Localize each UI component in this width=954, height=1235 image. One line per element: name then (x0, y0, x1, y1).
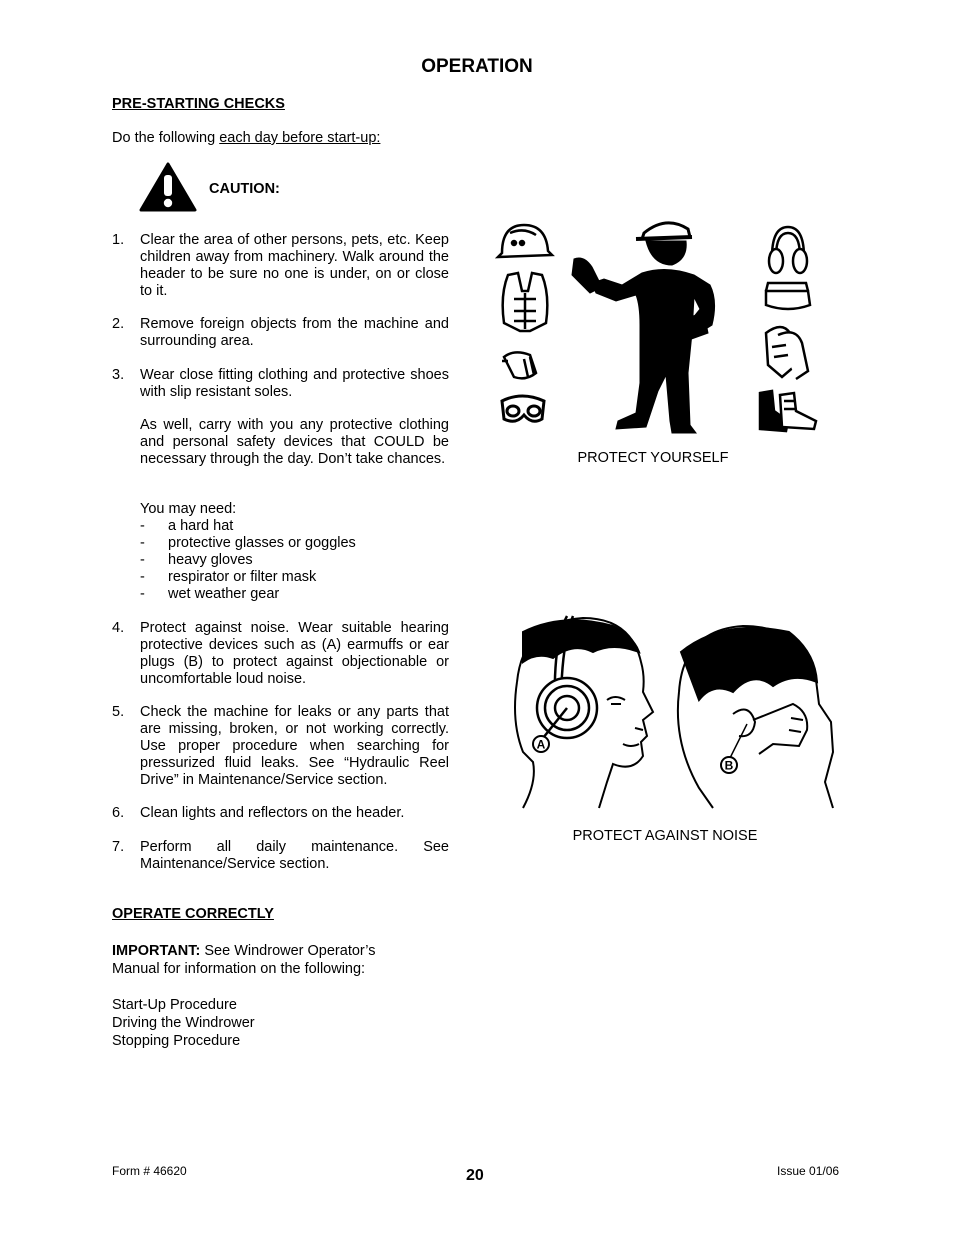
item-text: Clean lights and reflectors on the header. (140, 805, 405, 821)
worker-figure (572, 223, 715, 433)
figure-caption-protect-yourself: PROTECT YOURSELF (577, 450, 729, 466)
goggles-icon (502, 396, 544, 421)
important-label: IMPORTANT: (112, 943, 201, 959)
respirator-icon (502, 352, 536, 378)
section-heading-operate: OPERATE CORRECTLY (112, 906, 274, 922)
list-item: - a hard hat (140, 518, 234, 534)
svg-text:A: A (536, 737, 546, 752)
svg-text:B: B (724, 758, 734, 773)
list-item: 1. Clear the area of other persons, pets, etc. Keep children away from machinery. Walk around the header to be sure no one is under, on or close to it. (112, 232, 449, 299)
list-item: 6. Clean lights and reflectors on the header. (112, 805, 449, 822)
footer-issue: Issue 01/06 (777, 1164, 840, 1178)
earmuffs-icon (769, 227, 807, 273)
callout-b (721, 757, 737, 773)
hard-hat-icon (498, 225, 552, 257)
list-item: 5. Check the machine for leaks or any parts that are missing, broken, or not working correctly. Use proper procedure when searching for pressurized fluid leaks. See “Hydraulic Reel Drive” in Maintenance/Service section. (112, 704, 449, 788)
hearing-protection-illustration (503, 612, 838, 812)
page-number: 20 (466, 1167, 484, 1184)
you-may-need-list (140, 518, 449, 603)
list-item: 3. Wear close fitting clothing and protective shoes with slip resistant soles. (112, 367, 449, 400)
list-item: 2. Remove foreign objects from the machine and surrounding area. (112, 316, 449, 349)
item-text: Protect against noise. Wear suitable hearing protective devices such as (A) earmuffs or ear plugs (B) to protect against objectionable or uncomfortable loud noise. (140, 620, 449, 687)
procedure-list (112, 996, 255, 1050)
list-item: Start-Up Procedure (112, 997, 237, 1013)
important-text: See Windrower Operator’s Manual for information on the following: (112, 943, 376, 977)
item-3-extra: As well, carry with you any protective clothing and personal safety devices that COULD be necessary through the day. Don’t take chances. (140, 417, 449, 467)
you-may-need-label: You may need: (140, 501, 237, 517)
list-item: Driving the Windrower (112, 1015, 255, 1031)
intro-line (112, 130, 380, 146)
gloves-icon (766, 327, 808, 379)
section-heading-pre-starting: PRE-STARTING CHECKS (112, 96, 285, 112)
protect-yourself-illustration (496, 215, 826, 440)
list-item: - respirator or filter mask (140, 569, 317, 585)
figure-caption-protect-noise: PROTECT AGAINST NOISE (572, 828, 758, 844)
list-item: - protective glasses or goggles (140, 535, 356, 551)
intro-underlined: each day before start-up: (219, 130, 381, 146)
list-item: 4. Protect against noise. Wear suitable hearing protective devices such as (A) earmuffs or ear plugs (B) to protect against objectionable or uncomfortable loud noise. (112, 620, 449, 687)
earplug-icon (729, 724, 747, 760)
warning-triangle-icon (139, 162, 197, 212)
list-item: Stopping Procedure (112, 1033, 241, 1049)
item-text: Perform all daily maintenance. See Maintenance/Service section. (140, 839, 449, 872)
footer-form-number: Form # 46620 (112, 1164, 187, 1178)
face-shield-icon (766, 283, 810, 309)
important-note (112, 942, 412, 978)
list-item: - wet weather gear (140, 586, 280, 602)
page-title: OPERATION (421, 56, 533, 77)
item-text: Remove foreign objects from the machine and surrounding area. (140, 316, 449, 349)
item-text: Wear close fitting clothing and protective shoes with slip resistant soles. (140, 367, 449, 400)
head-with-earplug (678, 626, 833, 808)
list-item: 7. Perform all daily maintenance. See Maintenance/Service section. (112, 839, 449, 872)
item-text: Check the machine for leaks or any parts that are missing, broken, or not working correctly. Use proper procedure when searching for pressurized fluid leaks. See “Hydraulic Reel Drive” in Maintenance/Service section. (140, 704, 449, 788)
list-item: - heavy gloves (140, 552, 253, 568)
caution-label: CAUTION: (209, 181, 280, 197)
life-vest-icon (503, 273, 548, 331)
intro-prefix: Do the following (112, 130, 220, 146)
item-text: Clear the area of other persons, pets, etc. Keep children away from machinery. Walk around the header to be sure no one is under, on or close to it. (140, 232, 449, 299)
boots-icon (760, 391, 816, 431)
callout-a (533, 736, 549, 752)
